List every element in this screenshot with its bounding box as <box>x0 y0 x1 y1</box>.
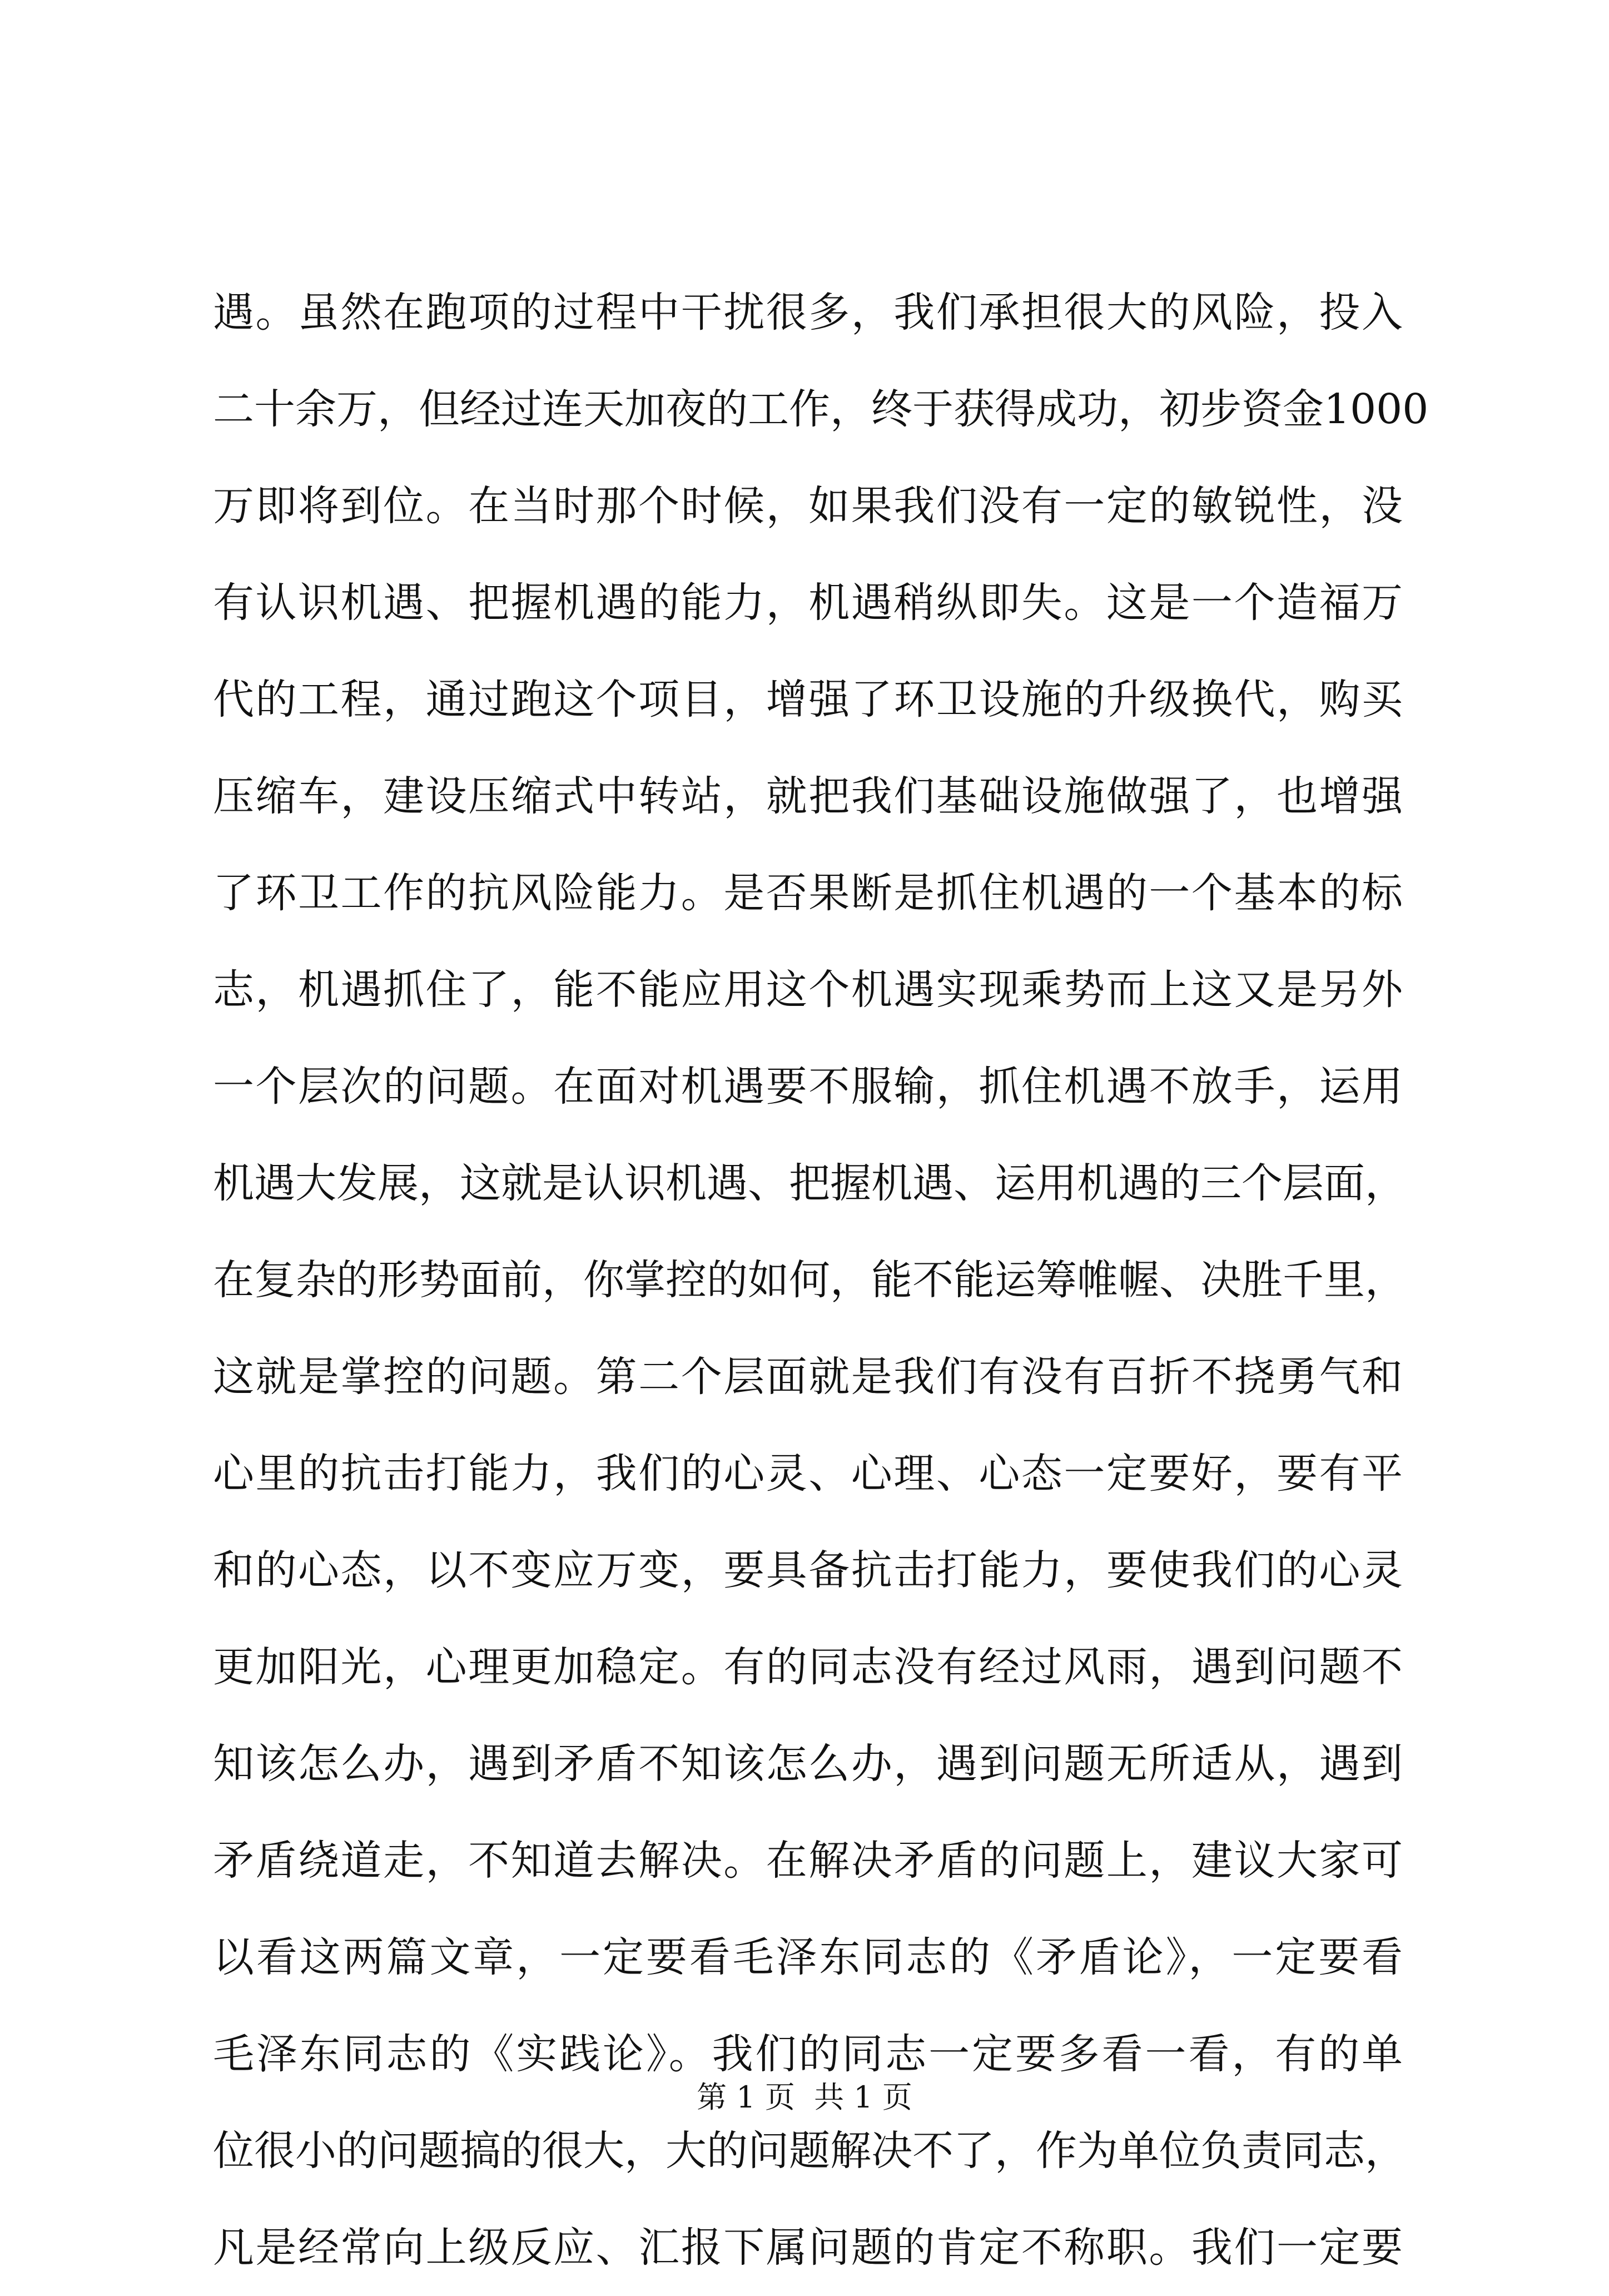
text-line: 凡是经常向上级反应、汇报下属问题的肯定不称职。我们一定要 <box>213 2224 1403 2272</box>
text-line: 二十余万，但经过连天加夜的工作，终于获得成功，初步资金1000 <box>213 385 1429 433</box>
text-line: 毛泽东同志的《实践论》。我们的同志一定要多看一看，有的单 <box>213 2030 1403 2078</box>
text-line: 矛盾绕道走，不知道去解决。在解决矛盾的问题上，建议大家可 <box>213 1837 1403 1885</box>
text-line: 位很小的问题搞的很大，大的问题解决不了，作为单位负责同志， <box>213 2127 1406 2175</box>
text-line: 代的工程，通过跑这个项目，增强了环卫设施的升级换代，购买 <box>213 676 1403 723</box>
text-line: 这就是掌控的问题。第二个层面就是我们有没有百折不挠勇气和 <box>213 1353 1403 1401</box>
body-text <box>213 264 1429 2296</box>
text-line: 志，机遇抓住了，能不能应用这个机遇实现乘势而上这又是另外 <box>213 966 1403 1014</box>
text-line: 遇。虽然在跑项的过程中干扰很多，我们承担很大的风险，投入 <box>213 289 1403 336</box>
page-number-footer: 第 1 页 共 1 页 <box>697 2080 912 2115</box>
text-line: 一个层次的问题。在面对机遇要不服输，抓住机遇不放手，运用 <box>213 1063 1403 1110</box>
text-line: 有认识机遇、把握机遇的能力，机遇稍纵即失。这是一个造福万 <box>213 579 1403 627</box>
text-line: 机遇大发展，这就是认识机遇、把握机遇、运用机遇的三个层面， <box>213 1159 1406 1207</box>
text-line: 以看这两篇文章，一定要看毛泽东同志的《矛盾论》，一定要看 <box>213 1933 1403 1981</box>
text-line: 万即将到位。在当时那个时候，如果我们没有一定的敏锐性，没 <box>213 482 1403 530</box>
text-line: 了环卫工作的抗风险能力。是否果断是抓住机遇的一个基本的标 <box>213 869 1403 917</box>
text-line: 心里的抗击打能力，我们的心灵、心理、心态一定要好，要有平 <box>213 1450 1403 1497</box>
text-line: 更加阳光，心理更加稳定。有的同志没有经过风雨，遇到问题不 <box>213 1643 1403 1691</box>
text-line: 压缩车，建设压缩式中转站，就把我们基础设施做强了，也增强 <box>213 772 1403 820</box>
text-line: 在复杂的形势面前，你掌控的如何，能不能运筹帷幄、决胜千里， <box>213 1256 1406 1304</box>
text-line: 和的心态，以不变应万变，要具备抗击打能力，要使我们的心灵 <box>213 1546 1403 1594</box>
text-line: 知该怎么办，遇到矛盾不知该怎么办，遇到问题无所适从，遇到 <box>213 1740 1403 1788</box>
